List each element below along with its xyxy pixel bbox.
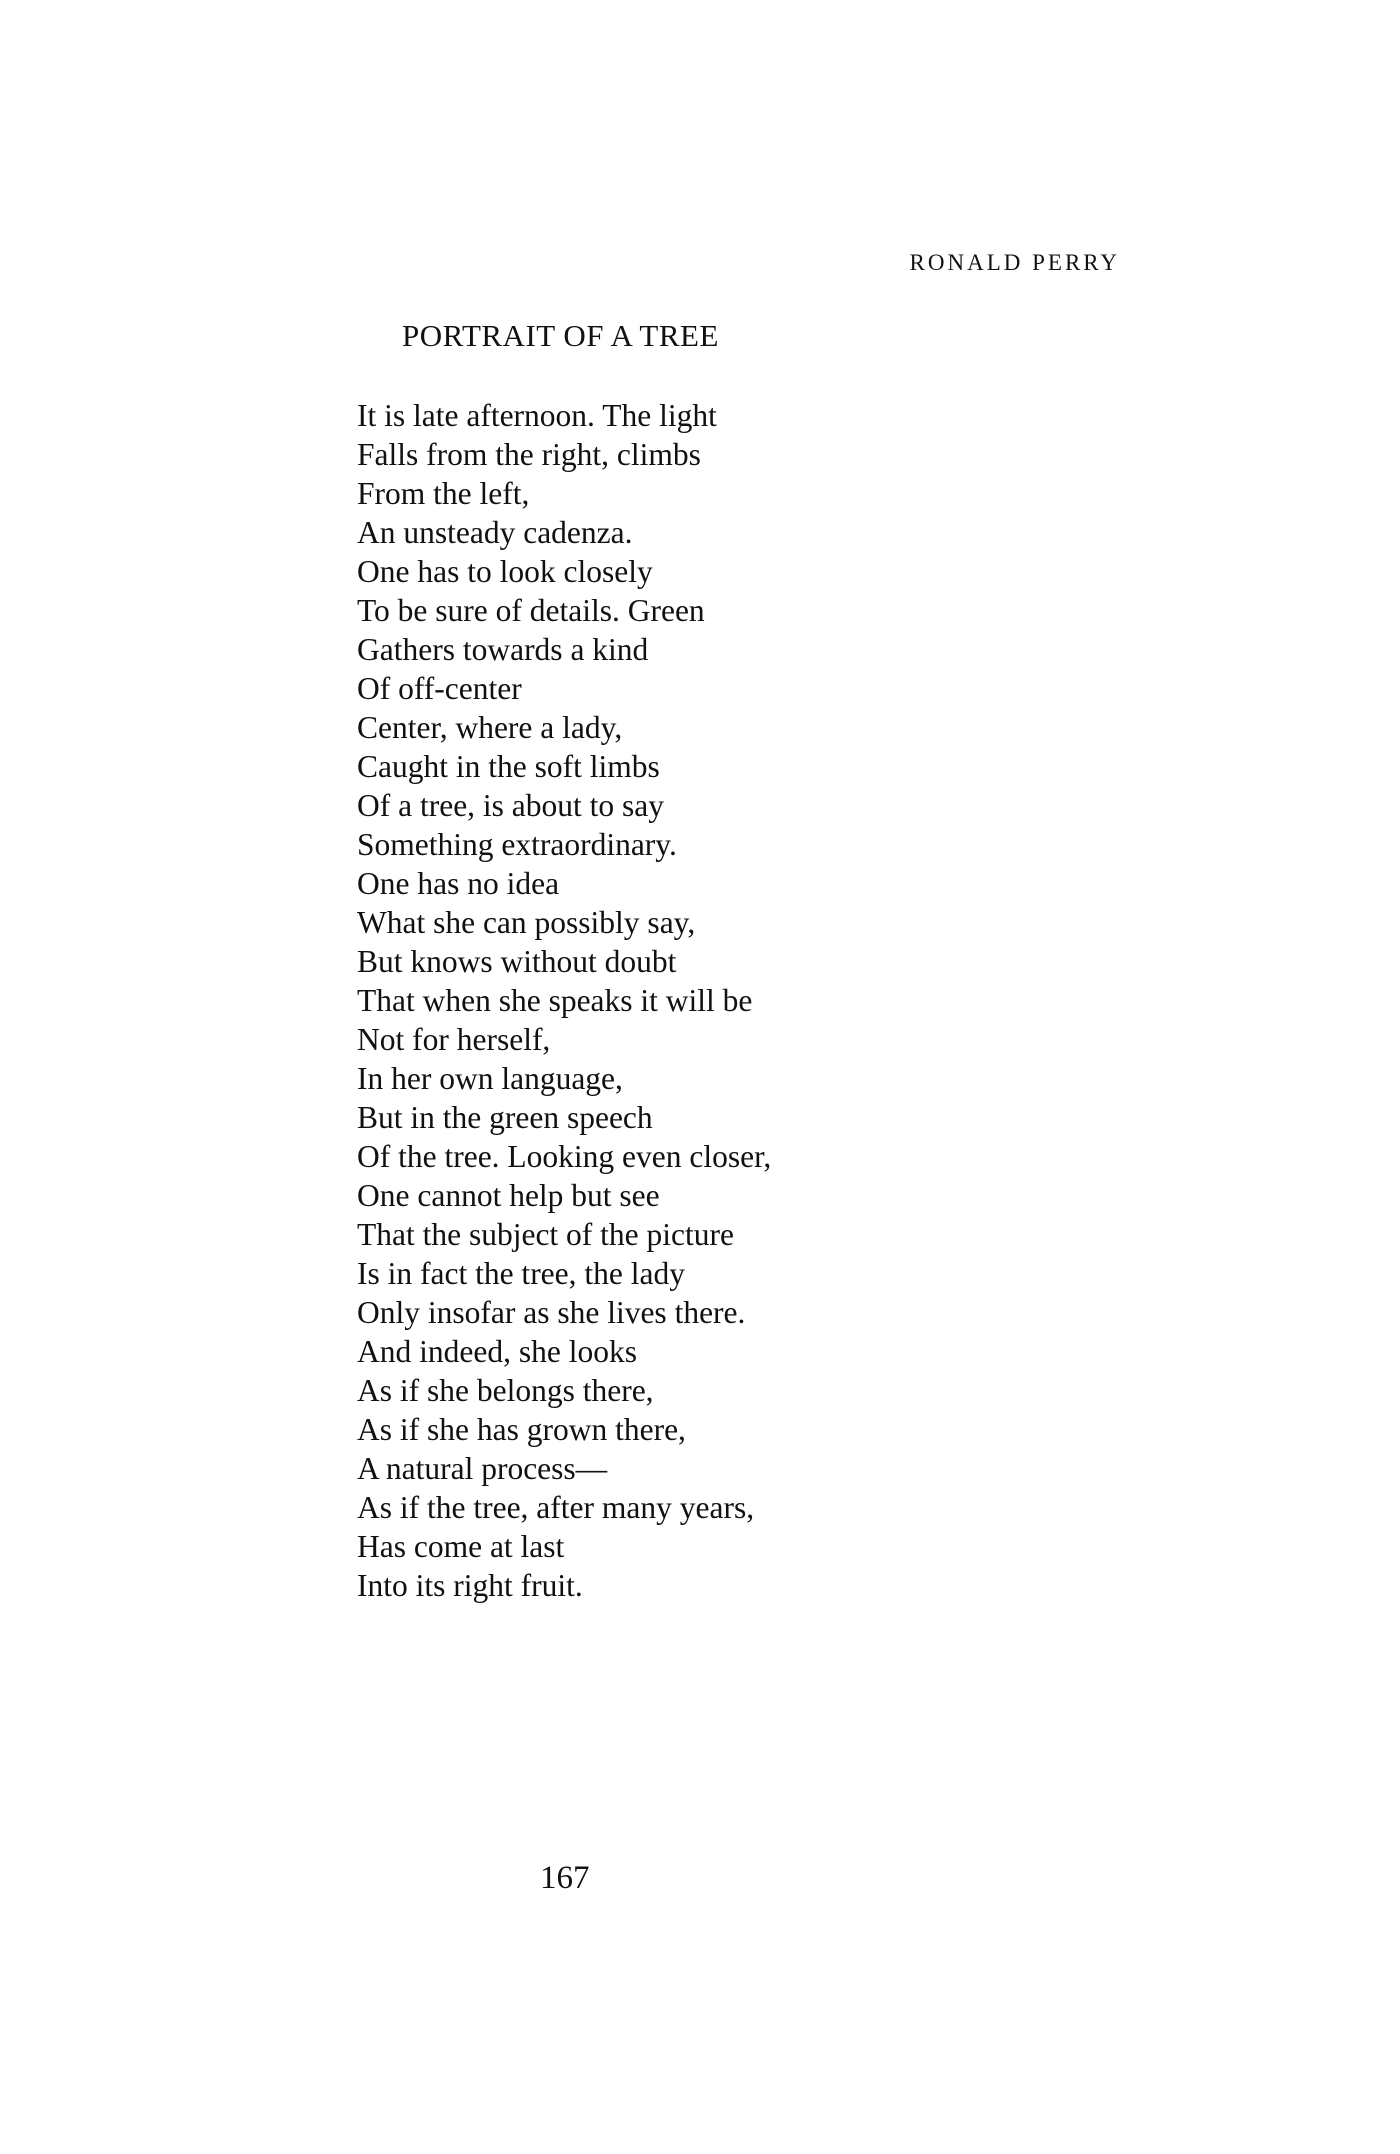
poem-line: What she can possibly say, (357, 905, 696, 940)
poem-line: One has to look closely (357, 554, 653, 589)
poem-line: Of the tree. Looking even closer, (357, 1139, 772, 1174)
poem-line: Not for herself, (357, 1022, 551, 1057)
poem-line: That the subject of the picture (357, 1217, 734, 1252)
poem-line: Is in fact the tree, the lady (357, 1256, 685, 1291)
running-header-author: RONALD PERRY (909, 250, 1120, 275)
poem-line: As if the tree, after many years, (357, 1490, 755, 1525)
poem-line: But in the green speech (357, 1100, 653, 1135)
poem-line: As if she belongs there, (357, 1373, 654, 1408)
poem-line: Falls from the right, climbs (357, 437, 701, 472)
poem-line: Gathers towards a kind (357, 632, 649, 667)
poem-line: Caught in the soft limbs (357, 749, 660, 784)
poem-line: Only insofar as she lives there. (357, 1295, 746, 1330)
poem-line: As if she has grown there, (357, 1412, 686, 1447)
poem-line: Of off-center (357, 671, 522, 706)
poem-line: From the left, (357, 476, 530, 511)
page-number: 167 (540, 1860, 590, 1896)
poem-body (357, 396, 771, 1605)
poem-line: That when she speaks it will be (357, 983, 753, 1018)
poem-line: One has no idea (357, 866, 560, 901)
poem-line: One cannot help but see (357, 1178, 660, 1213)
poem-line: Has come at last (357, 1529, 565, 1564)
poem-title: PORTRAIT OF A TREE (402, 318, 719, 353)
poem-line: Something extraordinary. (357, 827, 677, 862)
poem-line: And indeed, she looks (357, 1334, 637, 1369)
poem-line: It is late afternoon. The light (357, 398, 717, 433)
poem-line: Center, where a lady, (357, 710, 623, 745)
poem-line: An unsteady cadenza. (357, 515, 633, 550)
poem-line: A natural process— (357, 1451, 608, 1486)
poem-line: But knows without doubt (357, 944, 677, 979)
poem-line: To be sure of details. Green (357, 593, 705, 628)
poem-line: Of a tree, is about to say (357, 788, 665, 823)
poem-line: Into its right fruit. (357, 1568, 583, 1603)
poem-line: In her own language, (357, 1061, 623, 1096)
